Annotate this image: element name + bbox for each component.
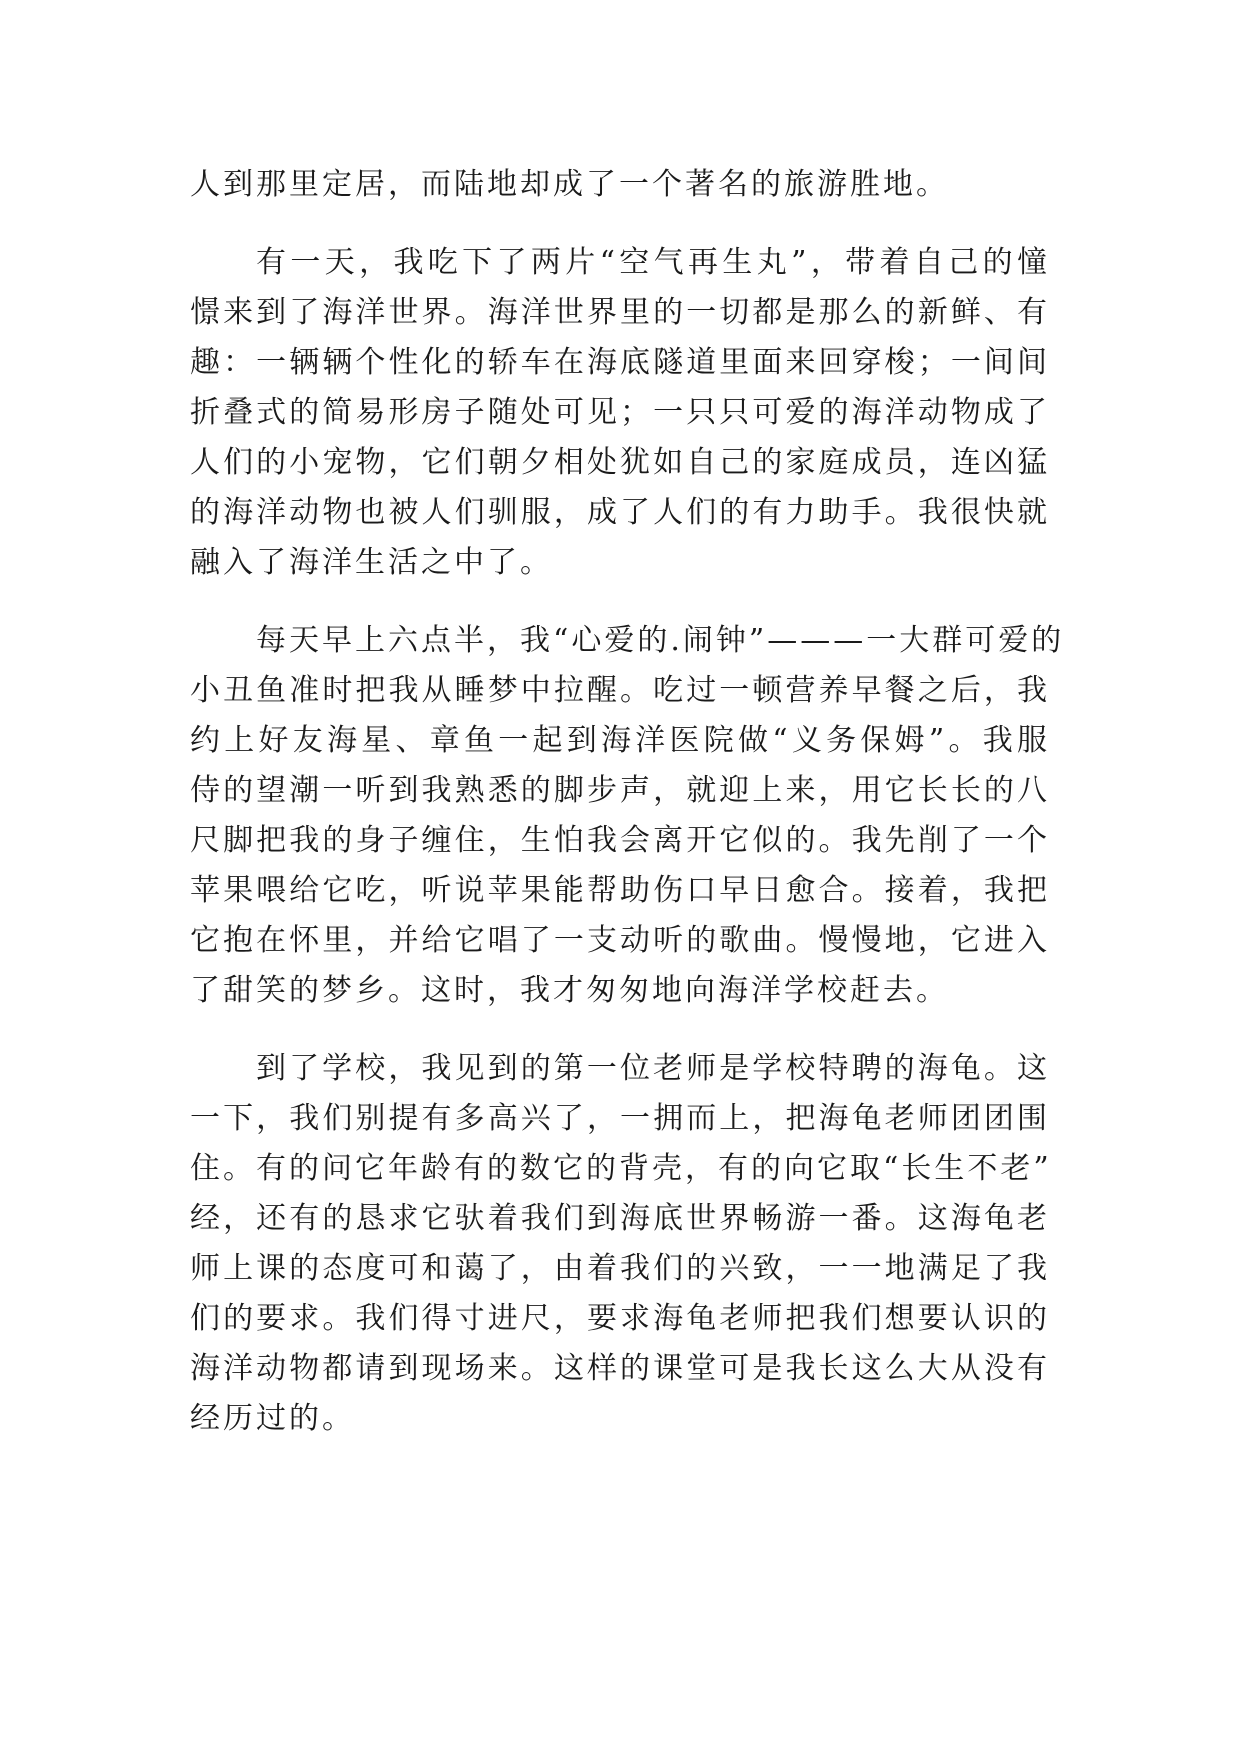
text-line: 融入了海洋生活之中了。 (190, 545, 553, 580)
text-line: 了甜笑的梦乡。这时，我才匆匆地向海洋学校赶去。 (190, 973, 949, 1008)
text-line: 尺脚把我的身子缠住，生怕我会离开它似的。我先削了一个 (190, 823, 1050, 858)
text-line: 经，还有的恳求它驮着我们到海底世界畅游一番。这海龟老 (190, 1201, 1050, 1236)
text-line: 师上课的态度可和蔼了，由着我们的兴致，一一地满足了我 (190, 1251, 1050, 1286)
text-line: 趣：一辆辆个性化的轿车在海底隧道里面来回穿梭；一间间 (190, 345, 1050, 380)
text-line: 苹果喂给它吃，听说苹果能帮助伤口早日愈合。接着，我把 (190, 873, 1050, 908)
text-line: 每天早上六点半，我“心爱的.闹钟”———一大群可爱的 (256, 623, 1065, 658)
text-line: 的海洋动物也被人们驯服，成了人们的有力助手。我很快就 (190, 495, 1050, 530)
text-line: 约上好友海星、章鱼一起到海洋医院做“义务保姆”。我服 (190, 723, 1050, 758)
text-line: 侍的望潮一听到我熟悉的脚步声，就迎上来，用它长长的八 (190, 773, 1050, 808)
text-line: 海洋动物都请到现场来。这样的课堂可是我长这么大从没有 (190, 1351, 1050, 1386)
text-line: 住。有的问它年龄有的数它的背壳，有的向它取“长生不老” (190, 1151, 1052, 1186)
text-line: 有一天，我吃下了两片“空气再生丸”，带着自己的憧 (256, 245, 1050, 280)
text-line: 它抱在怀里，并给它唱了一支动听的歌曲。慢慢地，它进入 (190, 923, 1050, 958)
text-line: 们的要求。我们得寸进尺，要求海龟老师把我们想要认识的 (190, 1301, 1050, 1336)
text-line: 到了学校，我见到的第一位老师是学校特聘的海龟。这 (256, 1051, 1050, 1086)
text-line: 折叠式的简易形房子随处可见；一只只可爱的海洋动物成了 (190, 395, 1050, 430)
text-line: 小丑鱼准时把我从睡梦中拉醒。吃过一顿营养早餐之后，我 (190, 673, 1050, 708)
text-line: 一下，我们别提有多高兴了，一拥而上，把海龟老师团团围 (190, 1101, 1050, 1136)
text-line: 人们的小宠物，它们朝夕相处犹如自己的家庭成员，连凶猛 (190, 445, 1050, 480)
text-line: 人到那里定居，而陆地却成了一个著名的旅游胜地。 (190, 167, 949, 202)
text-line: 憬来到了海洋世界。海洋世界里的一切都是那么的新鲜、有 (190, 295, 1050, 330)
text-line: 经历过的。 (190, 1401, 355, 1436)
